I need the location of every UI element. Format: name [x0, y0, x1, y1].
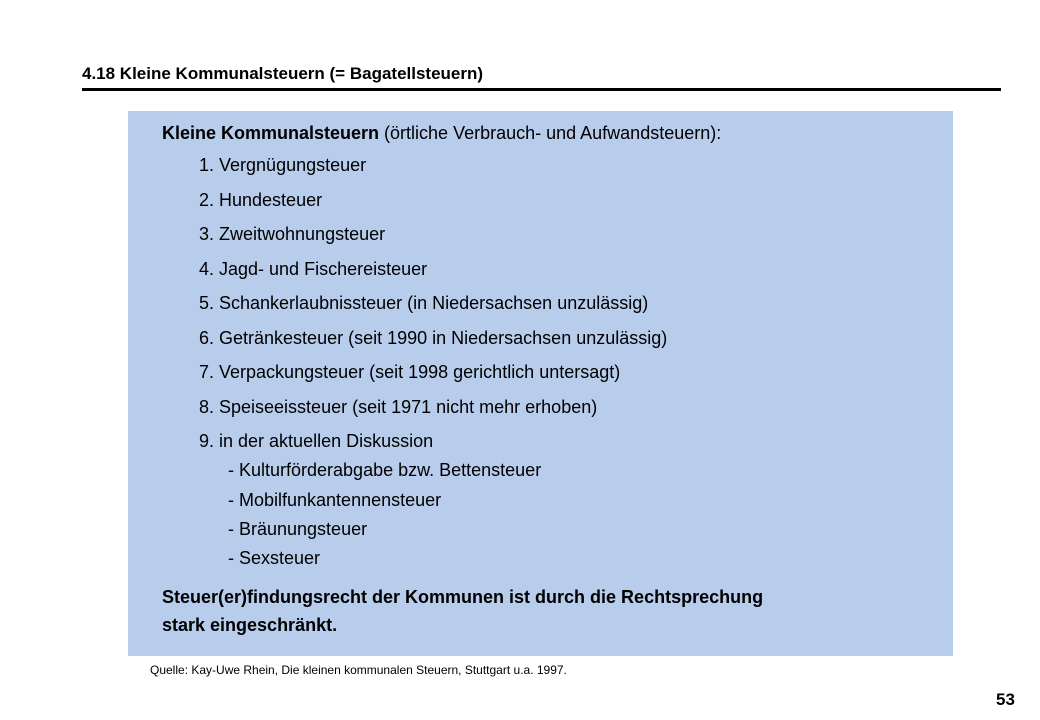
- intro-bold: Kleine Kommunalsteuern: [162, 123, 380, 143]
- list-item: 5. Schankerlaubnissteuer (in Niedersachsen unzulässig): [199, 293, 649, 313]
- list-item: 2. Hundesteuer: [199, 190, 323, 210]
- sub-list-item: - Mobilfunkantennensteuer: [228, 490, 442, 510]
- conclusion-line: stark eingeschränkt.: [162, 615, 338, 635]
- list-item: 4. Jagd- und Fischereisteuer: [199, 259, 428, 279]
- list-item: 1. Vergnügungsteuer: [199, 155, 367, 175]
- conclusion-line: Steuer(er)findungsrecht der Kommunen ist durch die Rechtsprechung: [162, 587, 764, 607]
- source-citation: Quelle: Kay-Uwe Rhein, Die kleinen kommunalen Steuern, Stuttgart u.a. 1997.: [150, 663, 567, 677]
- sub-list-item: - Bräunungsteuer: [228, 519, 368, 539]
- conclusion-text: [162, 583, 763, 639]
- content-box: [128, 111, 953, 656]
- slide-title: 4.18 Kleine Kommunalsteuern (= Bagatellsteuern): [82, 64, 484, 83]
- intro-line: [162, 123, 721, 144]
- page-number: 53: [996, 690, 1015, 709]
- intro-rest: (örtliche Verbrauch- und Aufwandsteuern):: [379, 123, 722, 143]
- sub-list-item: - Sexsteuer: [228, 548, 321, 568]
- list-item: 9. in der aktuellen Diskussion: [199, 431, 434, 451]
- sub-list-item: - Kulturförderabgabe bzw. Bettensteuer: [228, 460, 542, 480]
- list-item: 8. Speiseeissteuer (seit 1971 nicht mehr erhoben): [199, 397, 598, 417]
- list-item: 7. Verpackungsteuer (seit 1998 gerichtlich untersagt): [199, 362, 621, 382]
- list-item: 3. Zweitwohnungsteuer: [199, 224, 386, 244]
- list-item: 6. Getränkesteuer (seit 1990 in Niedersachsen unzulässig): [199, 328, 668, 348]
- title-underline: [82, 88, 1001, 91]
